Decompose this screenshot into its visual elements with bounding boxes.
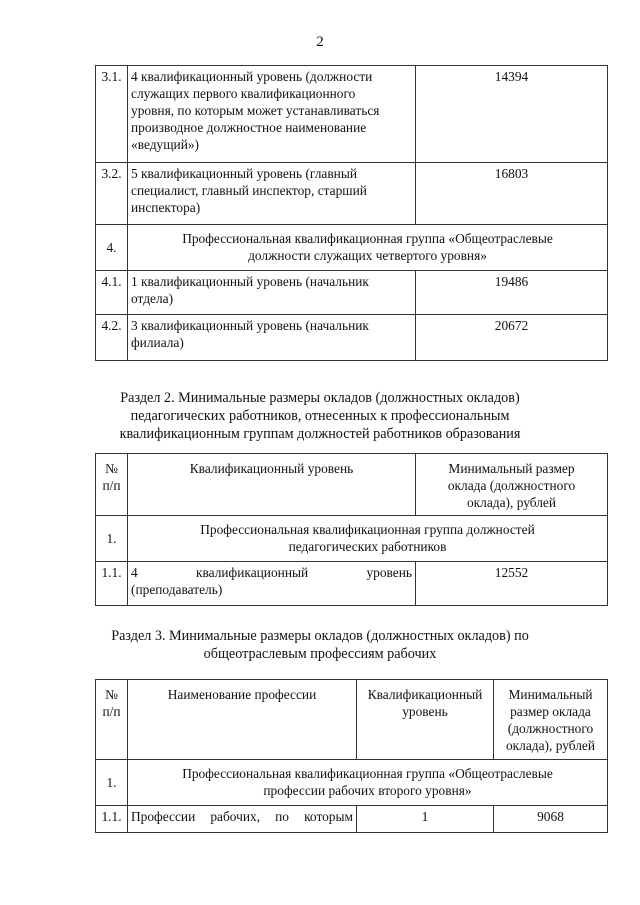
table-row (96, 271, 608, 315)
section-3-heading: Раздел 3. Минимальные размеры окладов (должностных окладов) по общеотраслевым профессиям рабочих (111, 628, 529, 662)
level-description: 5 квалификационный уровень (главный специалист, главный инспектор, старший инспектора) (128, 163, 416, 225)
row-number: 1. (96, 516, 128, 562)
row-number: 1. (96, 760, 128, 806)
row-number: 3.2. (96, 163, 128, 225)
table-row (96, 315, 608, 361)
salary-value: 9068 (494, 806, 608, 833)
table-row (96, 562, 608, 606)
group-title: Профессиональная квалификационная группа должностей педагогических работников (128, 516, 608, 562)
group-row (96, 225, 608, 271)
workers-salary-table (95, 679, 608, 833)
table-row (96, 806, 608, 833)
table-row (96, 163, 608, 225)
group-title: Профессиональная квалификационная группа «Общеотраслевые должности служащих четвертого уровня» (128, 225, 608, 271)
level-description: 1 квалификационный уровень (начальник отдела) (128, 271, 416, 315)
row-number: 3.1. (96, 66, 128, 163)
level-description: 4 квалификационный уровень (должности служащих первого квалификационного уровня, по которым может устанавливаться производное должностное наименование «ведущий») (128, 66, 416, 163)
group-row (96, 516, 608, 562)
column-header-profession: Наименование профессии (128, 680, 357, 760)
pedagogical-salary-table (95, 453, 608, 606)
table-row (96, 66, 608, 163)
row-number: 1.1. (96, 806, 128, 833)
table-header-row (96, 680, 608, 760)
table-header-row (96, 454, 608, 516)
column-header-number: № п/п (96, 454, 128, 516)
row-number: 4.2. (96, 315, 128, 361)
salary-value: 16803 (416, 163, 608, 225)
level-description: 4 квалификационный уровень (преподаватель) (128, 562, 416, 606)
column-header-number: № п/п (96, 680, 128, 760)
row-number: 4. (96, 225, 128, 271)
row-number: 4.1. (96, 271, 128, 315)
salary-value: 14394 (416, 66, 608, 163)
page-number: 2 (316, 34, 324, 50)
salary-value: 19486 (416, 271, 608, 315)
qualification-level: 1 (357, 806, 494, 833)
column-header-level: Квалификационный уровень (357, 680, 494, 760)
level-description: 3 квалификационный уровень (начальник филиала) (128, 315, 416, 361)
column-header-salary: Минимальный размер оклада (должностного оклада), рублей (494, 680, 608, 760)
salary-value: 20672 (416, 315, 608, 361)
column-header-level: Квалификационный уровень (128, 454, 416, 516)
group-row (96, 760, 608, 806)
salary-value: 12552 (416, 562, 608, 606)
column-header-salary: Минимальный размер оклада (должностного оклада), рублей (416, 454, 608, 516)
group-title: Профессиональная квалификационная группа «Общеотраслевые профессии рабочих второго уровня» (128, 760, 608, 806)
salary-table-continued (95, 65, 608, 361)
profession-name: Профессии рабочих, по которым (128, 806, 357, 833)
row-number: 1.1. (96, 562, 128, 606)
section-2-heading: Раздел 2. Минимальные размеры окладов (должностных окладов) педагогических работников, отнесенных к профессиональным квалификационным группам должностей работников образования (119, 390, 521, 442)
